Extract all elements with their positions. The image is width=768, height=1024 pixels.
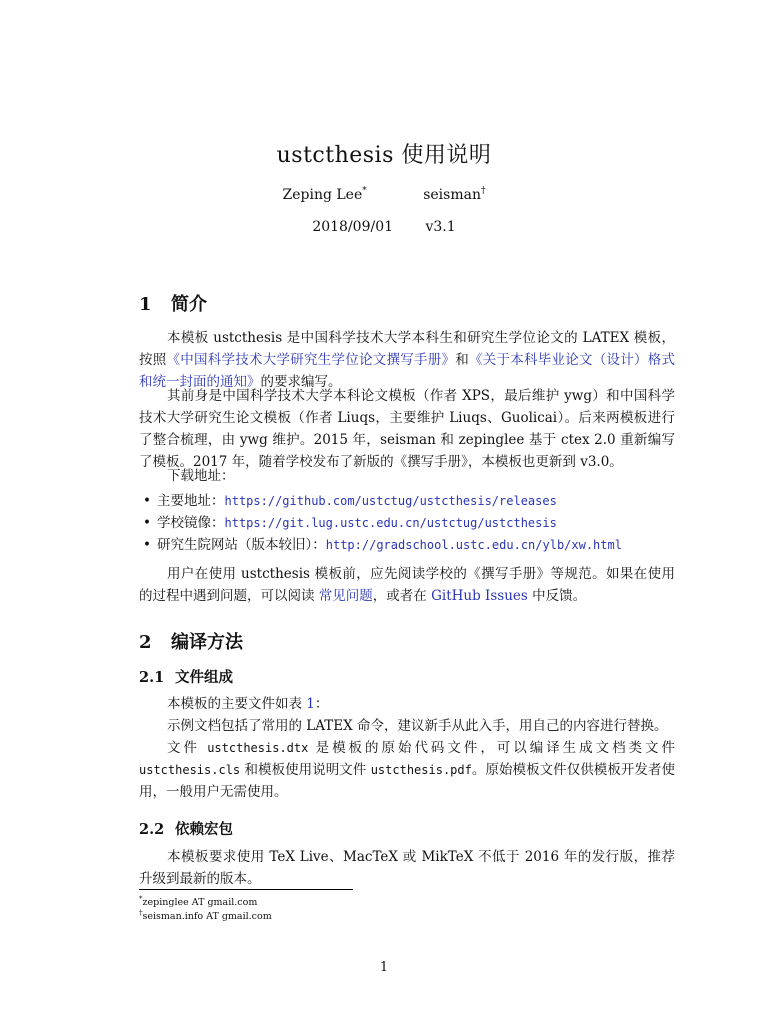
files-paragraph-1 (139, 693, 675, 715)
intro-paragraph-2: 其前身是中国科学技术大学本科论文模板（作者 XPS，最后维护 ywg）和中国科学技术大学研究生论文模板（作者 Liuqs，主要维护 Liuqs、Guolicai）。后来两模板进行了整合梳理，由 ywg 维护。2015 年，seisman 和 zepinglee 基于 ctex 2.0 重新编写了模板。2017 年，随着学校发布了新版的《撰写手册》，本模板也更新到 v3.0。 (139, 388, 675, 470)
download-link-mirror[interactable]: https://git.lug.ustc.edu.cn/ustctug/ustcthesis (224, 516, 557, 530)
intro-paragraph-1 (139, 327, 675, 393)
intro-text: 本模板 ustcthesis 是中国科学技术大学本科生和研究生学位论文的 LATEX 模板，按照 (139, 330, 675, 368)
download-label: 下载地址： (167, 468, 235, 484)
section-title: 编译方法 (171, 632, 243, 653)
intro-text: 的要求编写。 (260, 374, 342, 390)
section-heading-compile (139, 628, 243, 654)
files-text: ： (314, 696, 329, 712)
author-1-footnote-mark[interactable]: * (362, 186, 367, 196)
document-version: v3.1 (425, 219, 456, 235)
subsection-heading-files (139, 666, 233, 687)
files-text: 本模板的主要文件如表 (167, 696, 307, 712)
intro-text: ，或者在 (372, 588, 432, 604)
document-date: 2018/09/01 (312, 219, 394, 235)
code-cls-file: ustcthesis.cls (139, 763, 241, 777)
footnote-text: seisman.info AT gmail.com (142, 911, 272, 923)
document-title: ustcthesis 使用说明 (276, 143, 492, 168)
section-number: 1 (139, 294, 152, 315)
date-version-line (0, 219, 768, 235)
table-ref-link[interactable]: 1 (306, 696, 315, 712)
list-item (139, 512, 699, 534)
files-text: 文件 (167, 740, 208, 756)
footnote-text: zepinglee AT gmail.com (142, 897, 258, 909)
download-list (139, 490, 699, 556)
download-link-gradschool[interactable]: http://gradschool.ustc.edu.cn/ylb/xw.html (325, 538, 622, 552)
intro-text: 和 (455, 352, 469, 368)
footnote-rule (139, 889, 353, 890)
section-title: 简介 (171, 294, 207, 315)
footnote-mark: * (139, 895, 143, 903)
subsection-heading-deps (139, 818, 233, 839)
link-github-issues[interactable]: GitHub Issues (431, 588, 528, 604)
section-heading-intro (139, 290, 207, 316)
download-label-gradschool: 研究生院网站（版本较旧）： (157, 537, 326, 553)
subsection-title: 依赖宏包 (175, 821, 233, 838)
footnote-mark: † (139, 909, 143, 917)
author-line (0, 186, 768, 203)
deps-paragraph-1: 本模板要求使用 TeX Live、MacTeX 或 MikTeX 不低于 2016 年的发行版，推荐升级到最新的版本。 (139, 849, 675, 887)
files-paragraph-2: 示例文档包括了常用的 LATEX 命令，建议新手从此入手，用自己的内容进行替换。 (167, 718, 668, 734)
intro-paragraph-4 (139, 563, 675, 607)
files-paragraph-3 (139, 737, 675, 803)
list-item (139, 490, 699, 512)
subsection-number: 2.1 (139, 669, 165, 686)
download-link-github[interactable]: https://github.com/ustctug/ustcthesis/releases (224, 494, 557, 508)
section-number: 2 (139, 632, 152, 653)
link-grad-handbook[interactable]: 《中国科学技术大学研究生学位论文撰写手册》 (166, 352, 456, 368)
files-text: 和模板使用说明文件 (240, 762, 371, 778)
author-2-name: seisman (423, 186, 481, 203)
subsection-number: 2.2 (139, 821, 165, 838)
author-1 (283, 186, 367, 203)
files-text: 是模板的原始代码文件，可以编译生成文档类文件 (308, 740, 675, 756)
code-pdf-file: ustcthesis.pdf (370, 763, 472, 777)
download-label-mirror: 学校镜像： (157, 515, 225, 531)
link-faq[interactable]: 常见问题 (318, 588, 373, 604)
author-1-name: Zeping Lee (282, 186, 363, 203)
intro-text: 中反馈。 (527, 588, 587, 604)
footnote-2 (139, 907, 272, 923)
link-undergrad-notice[interactable]: 《关于本科毕业论文（设计）格式和统一封面的通知》 (139, 352, 675, 390)
subsection-title: 文件组成 (175, 669, 233, 686)
download-label-main: 主要地址： (157, 493, 225, 509)
author-2-footnote-mark[interactable]: † (480, 186, 486, 196)
list-item (139, 534, 699, 556)
code-dtx-file: ustcthesis.dtx (207, 741, 309, 755)
intro-text: 用户在使用 ustcthesis 模板前，应先阅读学校的《撰写手册》等规范。如果在使用的过程中遇到问题，可以阅读 (139, 566, 675, 604)
author-2 (423, 186, 485, 203)
page-number: 1 (379, 960, 389, 975)
files-text: 。原始模板文件仅供模板开发者使用，一般用户无需使用。 (139, 762, 675, 800)
